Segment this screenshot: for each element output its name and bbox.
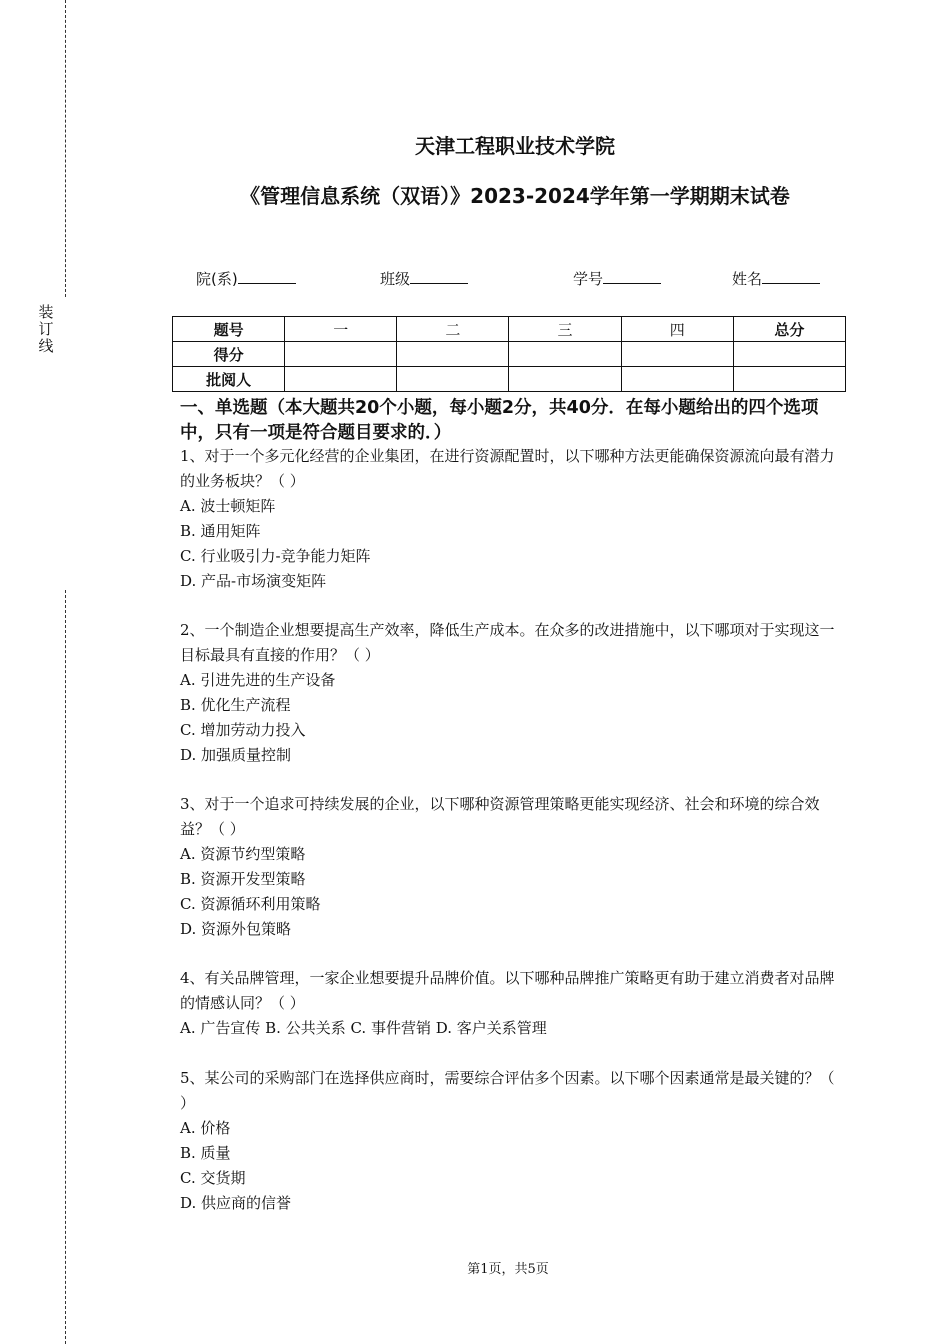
table-header-cell: 二 [397, 317, 509, 342]
score-cell [397, 342, 509, 367]
info-label: 学号 [573, 270, 604, 288]
table-header-cell: 四 [621, 317, 733, 342]
binding-char: 装 [38, 303, 54, 321]
info-blank [762, 268, 820, 284]
score-table [172, 316, 846, 392]
question-option: C. 增加劳动力投入 [180, 721, 306, 739]
question-option: D. 加强质量控制 [180, 746, 292, 764]
info-field-student-id [573, 268, 661, 289]
reviewer-cell [397, 367, 509, 392]
question-option: A. 引进先进的生产设备 [180, 671, 336, 689]
question-3 [180, 792, 840, 942]
score-cell [285, 342, 397, 367]
question-4 [180, 966, 840, 1041]
table-row-label: 得分 [173, 342, 285, 367]
table-header-cell: 三 [509, 317, 621, 342]
binding-char: 订 [38, 320, 54, 338]
info-blank [410, 268, 468, 284]
table-row [173, 342, 846, 367]
question-stem: 3、对于一个追求可持续发展的企业，以下哪种资源管理策略更能实现经济、社会和环境的综合效益？（ ） [180, 795, 820, 838]
table-header-cell: 题号 [173, 317, 285, 342]
question-1 [180, 444, 840, 594]
table-row [173, 317, 846, 342]
binding-char: 线 [38, 337, 54, 355]
question-option: A. 资源节约型策略 [180, 845, 306, 863]
section-heading: 一、单选题（本大题共20个小题，每小题2分，共40分．在每小题给出的四个选项中，只有一项是符合题目要求的．） [180, 398, 819, 443]
reviewer-cell [621, 367, 733, 392]
score-cell [509, 342, 621, 367]
question-option: D. 供应商的信誉 [180, 1194, 292, 1212]
question-stem: 5、某公司的采购部门在选择供应商时，需要综合评估多个因素。以下哪个因素通常是最关键的？（ ） [180, 1069, 835, 1112]
question-option: A. 广告宣传 B. 公共关系 C. 事件营销 D. 客户关系管理 [180, 1019, 547, 1037]
question-option: A. 波士顿矩阵 [180, 497, 276, 515]
question-option: D. 产品-市场演变矩阵 [180, 572, 327, 590]
info-field-name [732, 268, 820, 289]
question-option: C. 行业吸引力-竞争能力矩阵 [180, 547, 371, 565]
question-option: D. 资源外包策略 [180, 920, 292, 938]
question-option: A. 价格 [180, 1119, 231, 1137]
question-option: B. 优化生产流程 [180, 696, 291, 714]
table-header-cell: 一 [285, 317, 397, 342]
school-title: 天津工程职业技术学院 [415, 134, 615, 158]
question-stem: 4、有关品牌管理，一家企业想要提升品牌价值。以下哪种品牌推广策略更有助于建立消费者对品牌的情感认同？（ ） [180, 969, 835, 1012]
table-row-label: 批阅人 [173, 367, 285, 392]
question-option: B. 通用矩阵 [180, 522, 261, 540]
reviewer-cell [509, 367, 621, 392]
info-blank [238, 268, 296, 284]
table-row [173, 367, 846, 392]
reviewer-cell [733, 367, 845, 392]
question-2 [180, 618, 840, 768]
question-stem: 2、一个制造企业想要提高生产效率，降低生产成本。在众多的改进措施中，以下哪项对于实现这一目标最具有直接的作用？（ ） [180, 621, 835, 664]
question-option: B. 资源开发型策略 [180, 870, 306, 888]
info-label: 班级 [380, 270, 411, 288]
reviewer-cell [285, 367, 397, 392]
info-label: 院(系) [196, 270, 238, 288]
table-header-cell: 总分 [733, 317, 845, 342]
question-stem: 1、对于一个多元化经营的企业集团，在进行资源配置时，以下哪种方法更能确保资源流向最有潜力的业务板块？（ ） [180, 447, 835, 490]
info-field-dept [196, 268, 296, 289]
binding-label [38, 304, 54, 355]
score-cell [733, 342, 845, 367]
question-option: C. 资源循环利用策略 [180, 895, 321, 913]
score-cell [621, 342, 733, 367]
info-label: 姓名 [732, 270, 763, 288]
question-5 [180, 1066, 840, 1216]
question-option: C. 交货期 [180, 1169, 246, 1187]
page-number: 第1页，共5页 [467, 1262, 549, 1277]
info-blank [603, 268, 661, 284]
info-field-class [380, 268, 468, 289]
question-option: B. 质量 [180, 1144, 231, 1162]
exam-title: 《管理信息系统（双语）》2023-2024学年第一学期期末试卷 [240, 184, 790, 208]
binding-line-bottom [65, 590, 66, 1344]
